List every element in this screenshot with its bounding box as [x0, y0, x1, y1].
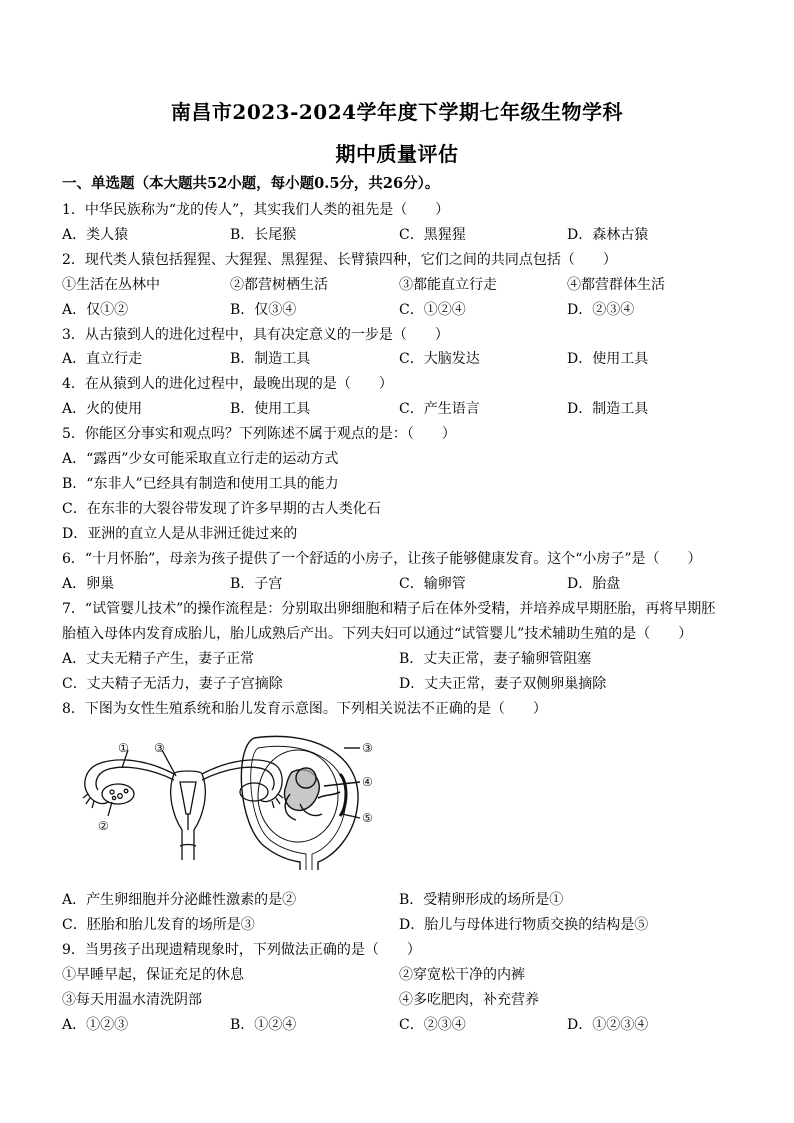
reproductive-system-figure	[78, 734, 388, 872]
question-2-option-d: D．②③④	[567, 302, 635, 318]
question-2-option-c: C．①②④	[399, 302, 466, 318]
question-2-option-a: A．仅①②	[62, 302, 129, 318]
question-4-option-b: B．使用工具	[230, 401, 311, 417]
question-9-option-d: D．①②③④	[567, 1017, 649, 1033]
question-2-stem: 2．现代类人猿包括猩猩、大猩猩、黑猩猩、长臂猿四种，它们之间的共同点包括（ ）	[62, 252, 617, 268]
question-1-option-c: C．黑猩猩	[399, 227, 466, 243]
question-8-stem: 8．下图为女性生殖系统和胎儿发育示意图。下列相关说法不正确的是（ ）	[62, 701, 547, 717]
question-3-option-d: D．使用工具	[567, 351, 649, 367]
question-7-stem-line-2: 胎植入母体内发育成胎儿，胎儿成熟后产出。下列夫妇可以通过“试管婴儿”技术辅助生殖的是（ ）	[62, 626, 693, 642]
diagram-label-3-right: ③	[362, 741, 373, 755]
fetus-diagram	[241, 736, 360, 870]
question-8-option-d: D．胎儿与母体进行物质交换的结构是⑤	[399, 917, 649, 933]
question-7-option-c: C．丈夫精子无活力，妻子子宫摘除	[62, 676, 283, 692]
question-2-statement-4: ④都营群体生活	[567, 277, 665, 293]
exam-title: 南昌市2023-2024学年度下学期七年级生物学科	[170, 100, 624, 124]
question-9-statement-4: ④多吃肥肉，补充营养	[399, 992, 539, 1008]
question-5-option-d: D．亚洲的直立人是从非洲迁徙过来的	[62, 526, 298, 542]
diagram-label-3-left: ③	[154, 741, 165, 755]
question-2-statement-1: ①生活在丛林中	[62, 277, 160, 293]
question-5-stem: 5．你能区分事实和观点吗？下列陈述不属于观点的是：（ ）	[62, 426, 456, 442]
question-5-option-c: C．在东非的大裂谷带发现了许多早期的古人类化石	[62, 501, 381, 517]
question-4-option-d: D．制造工具	[567, 401, 649, 417]
diagram-label-4: ④	[362, 775, 373, 789]
question-3-option-c: C．大脑发达	[399, 351, 480, 367]
question-5-option-b: B．“东非人”已经具有制造和使用工具的能力	[62, 476, 339, 492]
question-1-option-d: D．森林古猿	[567, 227, 649, 243]
question-6-option-d: D．胎盘	[567, 576, 621, 592]
question-9-option-b: B．①②④	[230, 1017, 297, 1033]
question-4-option-a: A．火的使用	[62, 401, 143, 417]
question-9-statement-1: ①早睡早起，保证充足的休息	[62, 967, 244, 983]
question-5-option-a: A．“露西”少女可能采取直立行走的运动方式	[62, 451, 339, 467]
question-9-option-a: A．①②③	[62, 1017, 129, 1033]
question-6-option-a: A．卵巢	[62, 576, 115, 592]
question-3-option-b: B．制造工具	[230, 351, 311, 367]
question-9-statement-2: ②穿宽松干净的内裤	[399, 967, 525, 983]
question-1-option-a: A．类人猿	[62, 227, 129, 243]
diagram-label-1: ①	[118, 741, 129, 755]
diagram-label-5: ⑤	[362, 811, 373, 825]
question-2-option-b: B．仅③④	[230, 302, 297, 318]
question-7-option-b: B．丈夫正常，妻子输卵管阻塞	[399, 651, 592, 667]
question-7-option-a: A．丈夫无精子产生，妻子正常	[62, 651, 255, 667]
question-9-statement-3: ③每天用温水清洗阴部	[62, 992, 202, 1008]
question-6-stem: 6．“十月怀胎”，母亲为孩子提供了一个舒适的小房子，让孩子能够健康发育。这个“小房子”是（ ）	[62, 551, 702, 567]
question-2-statement-2: ②都营树栖生活	[230, 277, 328, 293]
question-9-option-c: C．②③④	[399, 1017, 466, 1033]
question-7-option-d: D．丈夫正常，妻子双侧卵巢摘除	[399, 676, 607, 692]
question-7-stem-line-1: 7．“试管婴儿技术”的操作流程是：分别取出卵细胞和精子后在体外受精，并培养成早期胚胎，再将早期胚	[62, 601, 716, 617]
question-6-option-c: C．输卵管	[399, 576, 466, 592]
question-9-stem: 9．当男孩子出现遗精现象时，下列做法正确的是（ ）	[62, 942, 421, 958]
question-1-stem: 1．中华民族称为“龙的传人”，其实我们人类的祖先是（ ）	[62, 202, 450, 218]
question-1-option-b: B．长尾猴	[230, 227, 297, 243]
question-3-stem: 3．从古猿到人的进化过程中，具有决定意义的一步是（ ）	[62, 327, 449, 343]
question-3-option-a: A．直立行走	[62, 351, 143, 367]
diagram-label-2: ②	[98, 819, 109, 833]
question-4-option-c: C．产生语言	[399, 401, 480, 417]
question-8-option-a: A．产生卵细胞并分泌雌性激素的是②	[62, 892, 297, 908]
question-2-statement-3: ③都能直立行走	[399, 277, 497, 293]
question-8-option-c: C．胚胎和胎儿发育的场所是③	[62, 917, 255, 933]
question-8-option-b: B．受精卵形成的场所是①	[399, 892, 564, 908]
exam-subtitle: 期中质量评估	[335, 142, 459, 166]
section-heading: 一、单选题（本大题共52小题，每小题0.5分，共26分）。	[62, 175, 440, 192]
question-4-stem: 4．在从猿到人的进化过程中，最晚出现的是（ ）	[62, 376, 393, 392]
question-6-option-b: B．子宫	[230, 576, 283, 592]
